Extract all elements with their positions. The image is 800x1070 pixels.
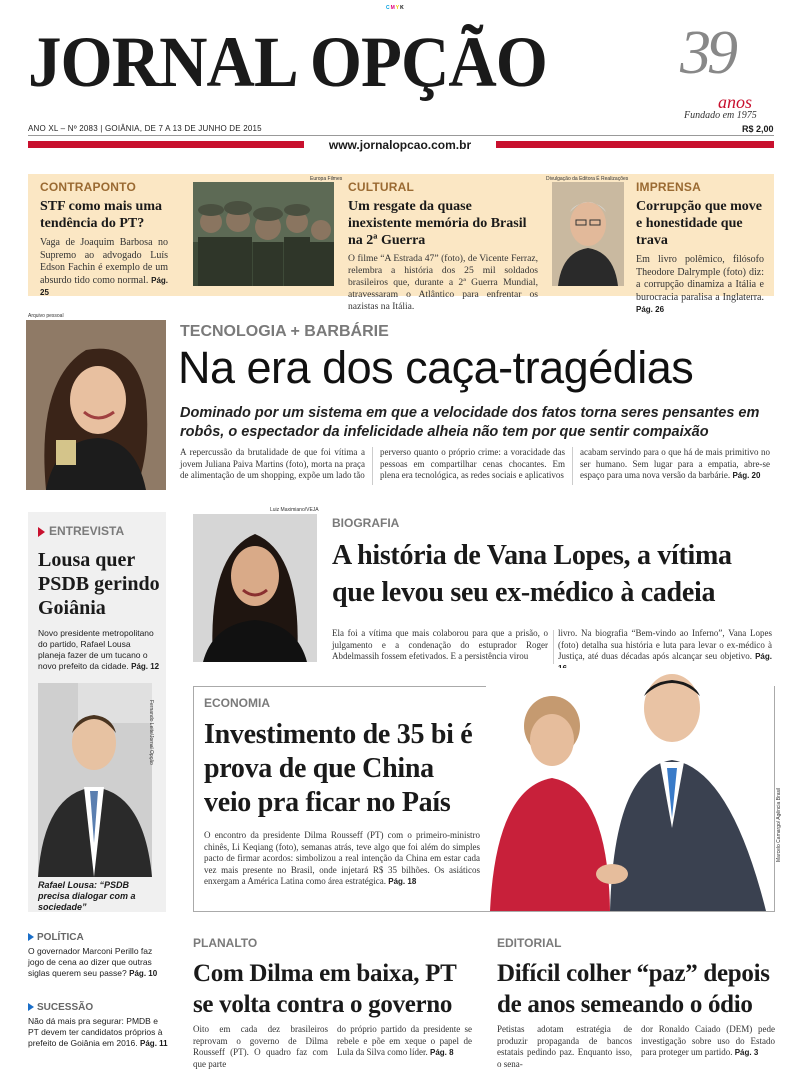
- editorial-kicker: EDITORIAL: [497, 936, 562, 950]
- editorial-col1: Petistas adotam estratégia de produzir propaganda de bancos estatais pedindo paz. Enquanto isso, o sena-: [497, 1024, 632, 1069]
- photo-credit-arquivo: Arquivo pessoal: [28, 313, 64, 319]
- juliana-illustration: [26, 320, 166, 490]
- editorial-headline[interactable]: Difícil colher “paz” depois de anos semeando o ódio: [497, 960, 770, 1018]
- column-separator: [553, 630, 554, 664]
- editorial-col2: dor Ronaldo Caiado (DEM) pede investigação sobre uso do Estado para proteger um partido. Pág. 3: [641, 1024, 775, 1057]
- column-separator: [572, 447, 573, 485]
- cultural-kicker: CULTURAL: [348, 180, 415, 194]
- planalto-kicker: PLANALTO: [193, 936, 258, 950]
- economia-headline[interactable]: Investimento de 35 bi é prova de que China veio pra ficar no País: [204, 719, 473, 818]
- planalto-headline[interactable]: Com Dilma em baixa, PT se volta contra o governo: [193, 960, 457, 1018]
- entrevista-kicker: ENTREVISTA: [38, 524, 124, 538]
- economia-kicker: ECONOMIA: [204, 696, 270, 710]
- economia-body: O encontro da presidente Dilma Rousseff (PT) com o primeiro-ministro chinês, Li Keqiang (foto), semanas atrás, teve algo que foi além do simples pacto de firmar acordos: simbolizou a real intenção da China em estar cada vez mais presente no Brasil, onde injetará R$ 35 bilhões. Os asiáticos enxergam a América Latina como área estratégica. Pág. 18: [204, 830, 480, 886]
- imprensa-headline: Corrupção que move e honestidade que trava: [636, 199, 762, 248]
- tecnologia-col2: perverso quanto o próprio crime: a voracidade das pessoas em compartilhar cenas chocantes. Em plena era tecnológica, as redes sociais e aplicativos: [380, 447, 565, 480]
- politica-body[interactable]: O governador Marconi Perillo faz jogo de cena ao dizer que outras siglas querem seu passe? Pág. 10: [28, 946, 158, 978]
- vana-photo: [193, 514, 317, 662]
- photo-credit-agencia: Marcelo Camargo/ Agência Brasil: [776, 787, 782, 862]
- planalto-col2: do próprio partido da presidente se rebele e põe em xeque o papel de Lula da Silva como líder. Pág. 8: [337, 1024, 472, 1057]
- contraponto-teaser[interactable]: [40, 180, 168, 300]
- photo-credit-veja: Luiz Maximiano/VEJA: [270, 507, 319, 513]
- sucessao-kicker: SUCESSÃO: [28, 1002, 93, 1013]
- soldiers-photo: [193, 182, 334, 286]
- vana-illustration: [193, 514, 317, 662]
- red-bar-right: [496, 141, 774, 148]
- soldiers-illustration: [193, 182, 334, 286]
- lousa-illustration: [38, 683, 152, 877]
- biografia-col2: livro. Na biografia “Bem-vindo ao Inferno”, Vana Lopes (foto) detalha sua história e luta para levar o ex-médico à Justiça, até duas décadas após alcançar seu objetivo. Pág.: [558, 628, 772, 661]
- imprensa-body: Em livro polêmico, filósofo Theodore Dalrymple (foto) diz: a corrupção dinamiza a Itália e burocracia paralisa a Inglaterra. Pág. 26: [636, 254, 764, 314]
- dilma-li-photo: [486, 668, 774, 911]
- column-separator: [372, 447, 373, 485]
- tecnologia-headline[interactable]: Na era dos caça-tragédias: [178, 342, 694, 393]
- entrevista-headline[interactable]: Lousa quer PSDB gerindo Goiânia: [38, 549, 160, 619]
- tecnologia-col3: acabam servindo para o que há de mais primitivo no ser humano. Sem lugar para a empatia, abre-se espaço para uma nova versão da barbárie. Pág. 20: [580, 447, 770, 480]
- newspaper-title: JORNAL OPÇÃO: [28, 22, 547, 102]
- red-bar-left: [28, 141, 304, 148]
- contraponto-headline: STF como mais uma tendência do PT?: [40, 199, 162, 231]
- cultural-teaser[interactable]: [348, 180, 538, 313]
- tecnologia-kicker: TECNOLOGIA + BARBÁRIE: [180, 323, 389, 340]
- biografia-col1: Ela foi a vítima que mais colaborou para que a prisão, o julgamento e a condenação do estuprador Roger Abdelmassih fossem efetivados. E a persistência virou: [332, 628, 548, 661]
- arrow-right-icon: [28, 933, 34, 941]
- photo-credit-editora: Divulgação da Editora É Realizações: [546, 176, 629, 182]
- cultural-headline: Um resgate da quase inexistente memória do Brasil na 2ª Guerra: [348, 199, 527, 248]
- imprensa-teaser[interactable]: [636, 180, 764, 317]
- cultural-body: O filme “A Estrada 47” (foto), de Vicente Ferraz, relembra a história dos 25 mil soldados brasileiros que, durante a 2ª Guerra Mundial, atravessaram o Atlântico para enfrentar os nazistas na Itália.: [348, 253, 538, 312]
- anniversary-number: 39: [680, 19, 734, 87]
- anniversary-label: anos: [718, 92, 753, 112]
- entrevista-body: Novo presidente metropolitano do partido, Rafael Lousa planeja fazer de um tucano o novo prefeito da cidade. Pág. 12: [38, 628, 160, 671]
- price-label: R$ 2,00: [742, 124, 774, 134]
- dalrymple-photo: [552, 182, 624, 286]
- tecnologia-deck: Dominado por um sistema em que a velocidade dos fatos torna seres pensantes em robôs, o espectador da infelicidade alheia não tem por que sentir compaixão: [180, 405, 760, 440]
- contraponto-body: Vaga de Joaquim Barbosa no Supremo ao advogado Luís Edson Fachin é exemplo de um absurdo tido como normal. Pág. 25: [40, 237, 169, 297]
- website-link[interactable]: www.jornalopcao.com.br: [328, 138, 472, 152]
- biografia-headline[interactable]: A história de Vana Lopes, a vítima que levou seu ex-médico à cadeia: [332, 540, 732, 608]
- imprensa-kicker: IMPRENSA: [636, 180, 701, 194]
- photo-credit-europa: Europa Filmes: [310, 176, 343, 182]
- masthead-rule: [28, 135, 774, 136]
- biografia-kicker: BIOGRAFIA: [332, 516, 400, 530]
- dilma-li-illustration: [486, 668, 774, 911]
- lousa-caption: Rafael Lousa: “PSDB precisa dialogar com a sociedade”: [38, 880, 136, 912]
- arrow-right-icon: [38, 527, 45, 537]
- sucessao-body[interactable]: Não dá mais pra segurar: PMDB e PT devem ter candidatos próprios à prefeito de Goiânia em 2016. Pág. 11: [28, 1016, 168, 1048]
- juliana-photo: [26, 320, 166, 490]
- planalto-col1: Oito em cada dez brasileiros reprovam o governo de Dilma Rousseff (PT). O quadro faz com que parte: [193, 1024, 328, 1069]
- cmyk-marks: CMYK: [386, 5, 405, 11]
- politica-kicker: POLÍTICA: [28, 932, 84, 943]
- arrow-right-icon: [28, 1003, 34, 1011]
- dalrymple-illustration: [552, 182, 624, 286]
- edition-line: ANO XL – Nº 2083 | GOIÂNIA, DE 7 A 13 DE JUNHO DE 2015: [28, 124, 262, 133]
- contraponto-kicker: CONTRAPONTO: [40, 180, 136, 194]
- photo-credit-fernando: Fernando Leite/Jornal Opção: [148, 700, 154, 765]
- lousa-photo: [38, 683, 152, 877]
- founded-label: Fundado em 1975: [684, 110, 757, 121]
- tecnologia-col1: A repercussão da brutalidade de que foi vítima a jovem Juliana Paiva Martins (foto), morta na praça de alimentação de um shopping, expõe um lado tão: [180, 447, 365, 480]
